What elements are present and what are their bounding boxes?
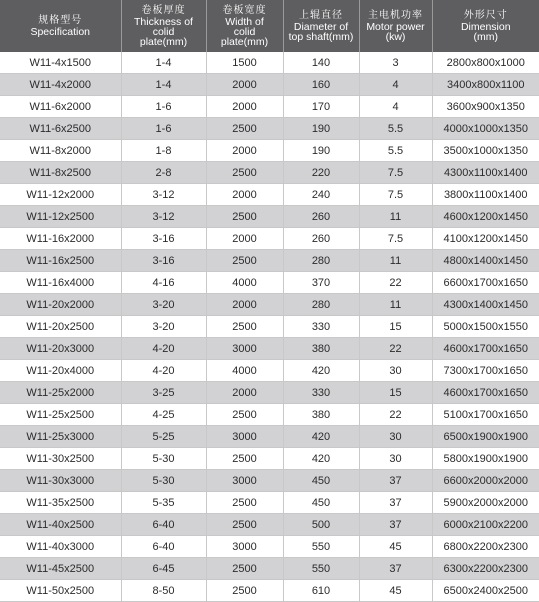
width-cell: 2500 <box>206 580 283 602</box>
width-cell: 3000 <box>206 470 283 492</box>
dimension-cell: 6300x2200x2300 <box>432 558 539 580</box>
dimension-cell: 4600x1200x1450 <box>432 206 539 228</box>
motor-power-cell: 11 <box>359 206 432 228</box>
dimension-cell: 5000x1500x1550 <box>432 316 539 338</box>
width-cell: 2500 <box>206 162 283 184</box>
width-cell: 2000 <box>206 294 283 316</box>
dimension-cell: 6600x1700x1650 <box>432 272 539 294</box>
specification-cell: W11-8x2000 <box>0 140 121 162</box>
specification-cell: W11-30x2500 <box>0 448 121 470</box>
width-header <box>206 0 283 52</box>
table-row <box>0 294 539 316</box>
thickness-cell: 5-35 <box>121 492 206 514</box>
header-english-label: (mm) <box>473 30 498 43</box>
thickness-cell: 5-25 <box>121 426 206 448</box>
specification-cell: W11-30x3000 <box>0 470 121 492</box>
table-row <box>0 514 539 536</box>
header-english-label: colid <box>233 25 256 38</box>
table-row <box>0 162 539 184</box>
width-cell: 2500 <box>206 558 283 580</box>
table-body <box>0 52 539 602</box>
width-cell: 2000 <box>206 184 283 206</box>
thickness-cell: 8-50 <box>121 580 206 602</box>
thickness-cell: 3-16 <box>121 228 206 250</box>
motor-power-cell: 30 <box>359 426 432 448</box>
header-english-label: plate(mm) <box>139 35 188 48</box>
dimension-cell: 6000x2100x2200 <box>432 514 539 536</box>
dimension-cell: 5100x1700x1650 <box>432 404 539 426</box>
diameter-cell: 610 <box>283 580 359 602</box>
specification-cell: W11-45x2500 <box>0 558 121 580</box>
specification-cell: W11-16x4000 <box>0 272 121 294</box>
thickness-cell: 3-16 <box>121 250 206 272</box>
dimension-cell: 6800x2200x2300 <box>432 536 539 558</box>
header-english-label: (kw) <box>385 30 406 43</box>
header-english-label: colid <box>152 25 175 38</box>
diameter-cell: 170 <box>283 96 359 118</box>
motor-power-cell: 5.5 <box>359 118 432 140</box>
thickness-cell: 3-12 <box>121 206 206 228</box>
specification-cell: W11-20x2500 <box>0 316 121 338</box>
table-row <box>0 118 539 140</box>
motor-power-cell: 11 <box>359 294 432 316</box>
diameter-cell: 550 <box>283 536 359 558</box>
specification-cell: W11-4x2000 <box>0 74 121 96</box>
diameter-cell: 380 <box>283 404 359 426</box>
table-row <box>0 96 539 118</box>
table-row <box>0 140 539 162</box>
thickness-cell: 2-8 <box>121 162 206 184</box>
thickness-header <box>121 0 206 52</box>
thickness-cell: 5-30 <box>121 448 206 470</box>
header-chinese-label: 主电机功率 <box>368 9 423 21</box>
motor-power-header <box>359 0 432 52</box>
diameter-cell: 160 <box>283 74 359 96</box>
diameter-cell: 420 <box>283 448 359 470</box>
specification-cell: W11-20x2000 <box>0 294 121 316</box>
header-english-label: Specification <box>30 25 91 38</box>
specification-cell: W11-12x2000 <box>0 184 121 206</box>
width-cell: 2500 <box>206 118 283 140</box>
diameter-cell: 420 <box>283 360 359 382</box>
thickness-cell: 4-20 <box>121 360 206 382</box>
specification-header <box>0 0 121 52</box>
thickness-cell: 4-20 <box>121 338 206 360</box>
width-cell: 2000 <box>206 74 283 96</box>
header-chinese-label: 卷板厚度 <box>141 4 186 16</box>
dimension-cell: 5900x2000x2000 <box>432 492 539 514</box>
motor-power-cell: 45 <box>359 536 432 558</box>
diameter-cell: 280 <box>283 294 359 316</box>
diameter-header <box>283 0 359 52</box>
dimension-cell: 6600x2000x2000 <box>432 470 539 492</box>
header-chinese-label: 外形尺寸 <box>463 9 508 21</box>
dimension-cell: 6500x2400x2500 <box>432 580 539 602</box>
thickness-cell: 3-20 <box>121 316 206 338</box>
motor-power-cell: 30 <box>359 360 432 382</box>
dimension-cell: 4800x1400x1450 <box>432 250 539 272</box>
dimension-cell: 4000x1000x1350 <box>432 118 539 140</box>
motor-power-cell: 4 <box>359 96 432 118</box>
diameter-cell: 330 <box>283 382 359 404</box>
motor-power-cell: 4 <box>359 74 432 96</box>
diameter-cell: 140 <box>283 52 359 74</box>
dimension-cell: 4300x1100x1400 <box>432 162 539 184</box>
table-row <box>0 492 539 514</box>
width-cell: 2000 <box>206 96 283 118</box>
thickness-cell: 1-4 <box>121 74 206 96</box>
thickness-cell: 1-4 <box>121 52 206 74</box>
specification-cell: W11-25x2000 <box>0 382 121 404</box>
header-english-label: top shaft(mm) <box>288 30 354 43</box>
width-cell: 3000 <box>206 426 283 448</box>
thickness-cell: 3-20 <box>121 294 206 316</box>
diameter-cell: 500 <box>283 514 359 536</box>
motor-power-cell: 45 <box>359 580 432 602</box>
diameter-cell: 330 <box>283 316 359 338</box>
table-row <box>0 184 539 206</box>
table-row <box>0 426 539 448</box>
specification-cell: W11-50x2500 <box>0 580 121 602</box>
table-row <box>0 558 539 580</box>
header-english-label: Width of <box>225 15 264 28</box>
table-row <box>0 470 539 492</box>
motor-power-cell: 15 <box>359 316 432 338</box>
dimension-cell: 6500x1900x1900 <box>432 426 539 448</box>
specification-cell: W11-16x2000 <box>0 228 121 250</box>
table-row <box>0 382 539 404</box>
header-english-label: Dimension <box>460 20 511 33</box>
motor-power-cell: 37 <box>359 558 432 580</box>
specification-cell: W11-25x2500 <box>0 404 121 426</box>
header-chinese-label: 上辊直径 <box>299 9 343 21</box>
width-cell: 2500 <box>206 316 283 338</box>
specification-cell: W11-20x4000 <box>0 360 121 382</box>
specification-cell: W11-20x3000 <box>0 338 121 360</box>
motor-power-cell: 7.5 <box>359 228 432 250</box>
header-chinese-label: 卷板宽度 <box>222 4 267 16</box>
thickness-cell: 5-30 <box>121 470 206 492</box>
width-cell: 2500 <box>206 492 283 514</box>
dimension-cell: 5800x1900x1900 <box>432 448 539 470</box>
header-chinese-label: 规格型号 <box>38 14 83 26</box>
dimension-cell: 3400x800x1100 <box>432 74 539 96</box>
specification-cell: W11-40x3000 <box>0 536 121 558</box>
motor-power-cell: 11 <box>359 250 432 272</box>
motor-power-cell: 7.5 <box>359 162 432 184</box>
diameter-cell: 380 <box>283 338 359 360</box>
diameter-cell: 550 <box>283 558 359 580</box>
specification-cell: W11-25x3000 <box>0 426 121 448</box>
specification-cell: W11-16x2500 <box>0 250 121 272</box>
table-row <box>0 52 539 74</box>
diameter-cell: 370 <box>283 272 359 294</box>
table-row <box>0 206 539 228</box>
motor-power-cell: 5.5 <box>359 140 432 162</box>
dimension-cell: 4600x1700x1650 <box>432 338 539 360</box>
specification-cell: W11-12x2500 <box>0 206 121 228</box>
diameter-cell: 220 <box>283 162 359 184</box>
motor-power-cell: 37 <box>359 514 432 536</box>
table-row <box>0 250 539 272</box>
motor-power-cell: 37 <box>359 470 432 492</box>
specification-cell: W11-6x2500 <box>0 118 121 140</box>
thickness-cell: 3-25 <box>121 382 206 404</box>
diameter-cell: 240 <box>283 184 359 206</box>
thickness-cell: 1-8 <box>121 140 206 162</box>
specification-cell: W11-40x2500 <box>0 514 121 536</box>
table-row <box>0 272 539 294</box>
dimension-header <box>432 0 539 52</box>
table-row <box>0 580 539 602</box>
table-row <box>0 360 539 382</box>
dimension-cell: 7300x1700x1650 <box>432 360 539 382</box>
table-row <box>0 228 539 250</box>
width-cell: 2000 <box>206 382 283 404</box>
header-english-label: Motor power <box>366 20 425 33</box>
motor-power-cell: 22 <box>359 404 432 426</box>
thickness-cell: 1-6 <box>121 96 206 118</box>
width-cell: 4000 <box>206 272 283 294</box>
width-cell: 2500 <box>206 250 283 272</box>
motor-power-cell: 15 <box>359 382 432 404</box>
width-cell: 3000 <box>206 536 283 558</box>
diameter-cell: 450 <box>283 470 359 492</box>
dimension-cell: 4300x1400x1450 <box>432 294 539 316</box>
table-row <box>0 448 539 470</box>
width-cell: 2500 <box>206 448 283 470</box>
dimension-cell: 3500x1000x1350 <box>432 140 539 162</box>
table-row <box>0 536 539 558</box>
thickness-cell: 4-16 <box>121 272 206 294</box>
diameter-cell: 190 <box>283 140 359 162</box>
table-row <box>0 316 539 338</box>
specification-cell: W11-6x2000 <box>0 96 121 118</box>
dimension-cell: 2800x800x1000 <box>432 52 539 74</box>
motor-power-cell: 22 <box>359 338 432 360</box>
width-cell: 2000 <box>206 140 283 162</box>
table-row <box>0 338 539 360</box>
table-row <box>0 404 539 426</box>
diameter-cell: 420 <box>283 426 359 448</box>
motor-power-cell: 22 <box>359 272 432 294</box>
thickness-cell: 6-40 <box>121 536 206 558</box>
thickness-cell: 6-40 <box>121 514 206 536</box>
table-row <box>0 74 539 96</box>
width-cell: 2000 <box>206 228 283 250</box>
diameter-cell: 260 <box>283 228 359 250</box>
header-english-label: plate(mm) <box>220 35 269 48</box>
thickness-cell: 4-25 <box>121 404 206 426</box>
motor-power-cell: 7.5 <box>359 184 432 206</box>
dimension-cell: 4600x1700x1650 <box>432 382 539 404</box>
width-cell: 1500 <box>206 52 283 74</box>
width-cell: 2500 <box>206 206 283 228</box>
header-english-label: Diameter of <box>293 20 349 33</box>
thickness-cell: 6-45 <box>121 558 206 580</box>
header-english-label: Thickness of <box>134 15 193 28</box>
width-cell: 2500 <box>206 514 283 536</box>
motor-power-cell: 37 <box>359 492 432 514</box>
specification-cell: W11-8x2500 <box>0 162 121 184</box>
diameter-cell: 450 <box>283 492 359 514</box>
dimension-cell: 4100x1200x1450 <box>432 228 539 250</box>
diameter-cell: 190 <box>283 118 359 140</box>
width-cell: 3000 <box>206 338 283 360</box>
thickness-cell: 3-12 <box>121 184 206 206</box>
motor-power-cell: 30 <box>359 448 432 470</box>
width-cell: 2500 <box>206 404 283 426</box>
motor-power-cell: 3 <box>359 52 432 74</box>
dimension-cell: 3800x1100x1400 <box>432 184 539 206</box>
diameter-cell: 260 <box>283 206 359 228</box>
header-row <box>0 0 539 52</box>
specification-cell: W11-4x1500 <box>0 52 121 74</box>
dimension-cell: 3600x900x1350 <box>432 96 539 118</box>
thickness-cell: 1-6 <box>121 118 206 140</box>
width-cell: 4000 <box>206 360 283 382</box>
specification-cell: W11-35x2500 <box>0 492 121 514</box>
diameter-cell: 280 <box>283 250 359 272</box>
